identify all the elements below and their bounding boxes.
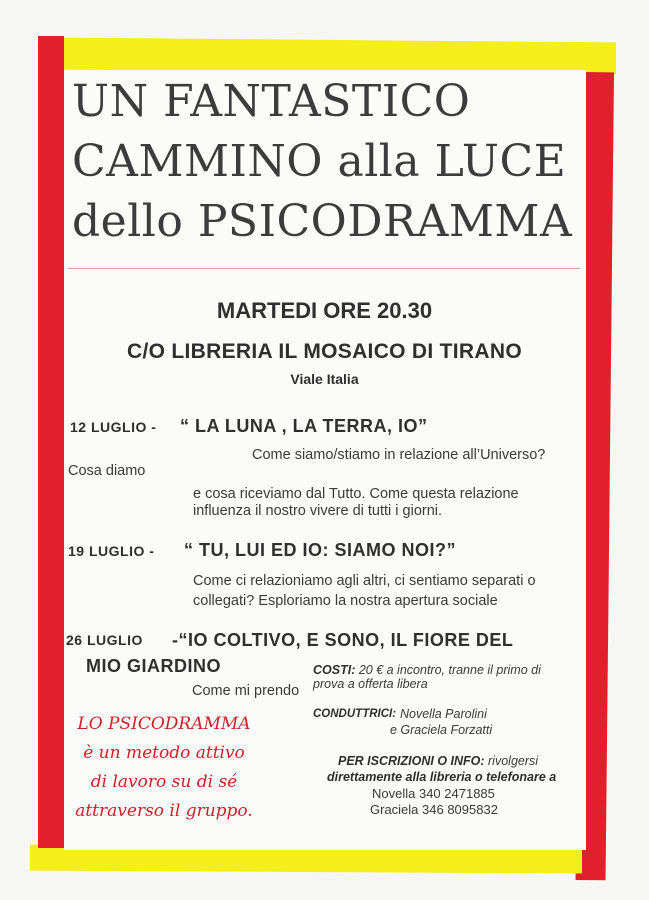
- session-1-line-3: e cosa riceviamo dal Tutto. Come questa relazione: [193, 486, 519, 502]
- frame-top-bar: [64, 38, 616, 75]
- session-3-line-1: Come mi prendo: [192, 683, 300, 699]
- session-1-line-2: Cosa diamo: [68, 463, 146, 479]
- session-1-date: 12 LUGLIO -: [70, 419, 157, 435]
- costs-text: 20 € a incontro, tranne il primo di: [355, 663, 541, 677]
- schedule-venue: C/O LIBRERIA IL MOSAICO DI TIRANO: [127, 340, 522, 363]
- session-3-title-part-2: MIO GIARDINO: [86, 656, 221, 676]
- poster-title: UN FANTASTICO CAMMINO alla LUCE dello PSICODRAMMA: [72, 76, 573, 247]
- session-2-line-1: Come ci relazioniamo agli altri, ci sentiamo separati o: [193, 573, 536, 589]
- note-line-2: di lavoro su di sé: [90, 772, 238, 792]
- session-3-date: 26 LUGLIO: [66, 632, 143, 648]
- note-line-3: attraverso il gruppo.: [75, 801, 253, 821]
- session-1-line-4: influenza il nostro vivere di tutti i giorni.: [193, 503, 443, 519]
- note-heading: LO PSICODRAMMA: [77, 714, 251, 734]
- info-phone-2: Graciela 346 8095832: [370, 802, 498, 817]
- session-2-line-2: collegati? Esploriamo la nostra apertura sociale: [193, 593, 498, 609]
- costs-label: COSTI:: [313, 663, 356, 677]
- info-line-1: [338, 752, 538, 770]
- session-2-date: 19 LUGLIO -: [68, 543, 155, 559]
- costs-line-2: prova a offerta libera: [313, 677, 428, 691]
- note-line-1: è un metodo attivo: [83, 743, 245, 763]
- schedule-street: Viale Italia: [290, 371, 359, 387]
- schedule-time: MARTEDI ORE 20.30: [216, 298, 433, 323]
- title-divider: [68, 268, 580, 269]
- info-text: rivolgersi: [484, 754, 539, 768]
- session-2-title: “ TU, LUI ED IO: SIAMO NOI?”: [184, 540, 456, 560]
- info-line-2: direttamente alla libreria o telefonare a: [327, 770, 557, 784]
- conductors-label: CONDUTTRICI:: [313, 708, 397, 720]
- info-phone-1: Novella 340 2471885: [372, 786, 495, 801]
- session-1-title: “ LA LUNA , LA TERRA, IO”: [180, 416, 428, 436]
- conductor-1: Novella Parolini: [400, 707, 487, 721]
- psychodrama-note: [54, 710, 274, 826]
- conductor-2: e Graciela Forzatti: [390, 723, 493, 737]
- session-1-line-1: Come siamo/stiamo in relazione all’Universo?: [252, 447, 546, 463]
- info-label: PER ISCRIZIONI O INFO:: [338, 754, 485, 768]
- session-3-title-part-1: -“IO COLTIVO, E SONO, IL FIORE DEL: [172, 630, 514, 650]
